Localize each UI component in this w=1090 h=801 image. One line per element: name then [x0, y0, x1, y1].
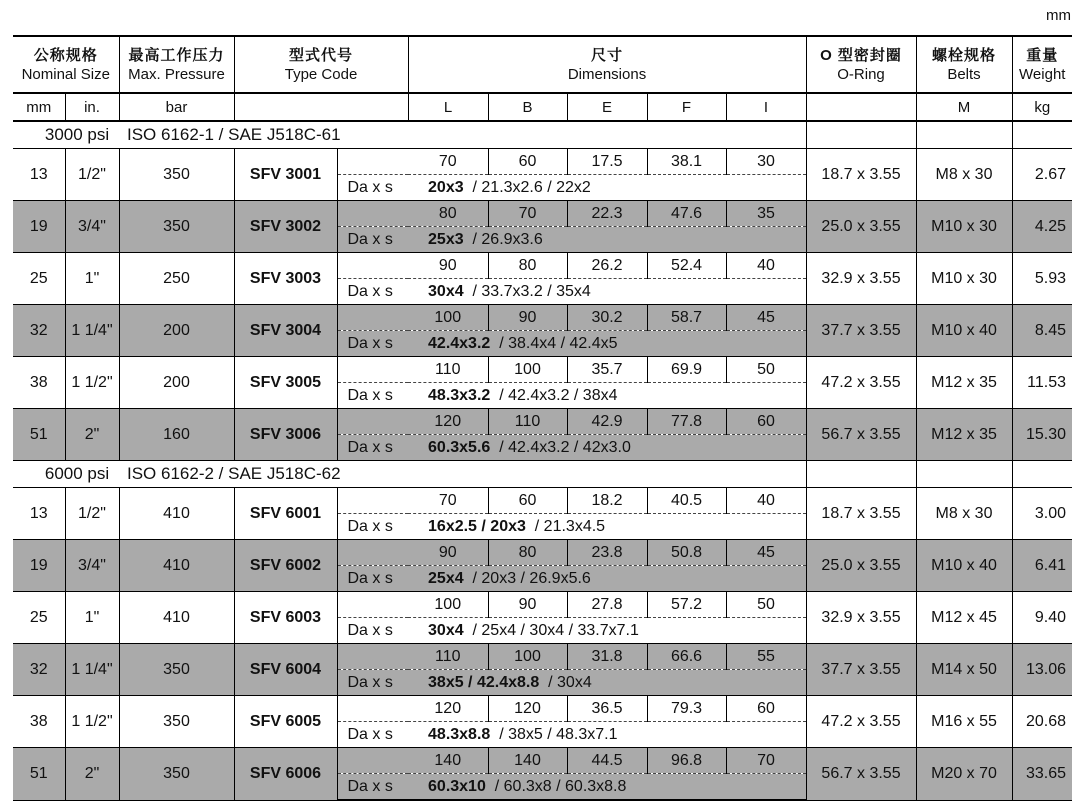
weight-value: 5.93	[1012, 253, 1072, 305]
da-spacer	[337, 357, 408, 383]
pipe-dims	[408, 722, 806, 748]
dim-B: 60	[488, 149, 567, 175]
unit-note: mm	[1046, 7, 1071, 24]
pipe-dims-alt: / 38x5 / 48.3x7.1	[499, 725, 618, 743]
dim-I: 40	[726, 488, 806, 514]
pipe-dims	[408, 514, 806, 540]
dim-E: 22.3	[567, 201, 647, 227]
max-pressure: 250	[119, 253, 234, 305]
unit-F: F	[647, 93, 726, 121]
dim-L: 100	[408, 305, 488, 331]
dim-E: 18.2	[567, 488, 647, 514]
table-row	[13, 305, 1072, 331]
section-blank-belt	[916, 461, 1012, 488]
dim-B: 80	[488, 540, 567, 566]
size-mm: 38	[13, 696, 65, 748]
dim-L: 80	[408, 201, 488, 227]
size-in: 1 1/2"	[65, 696, 119, 748]
type-code: SFV 6006	[234, 748, 337, 801]
max-pressure: 200	[119, 357, 234, 409]
pipe-dims-alt: / 20x3 / 26.9x5.6	[472, 569, 591, 587]
type-code: SFV 3004	[234, 305, 337, 357]
belt-size: M12 x 35	[916, 409, 1012, 461]
pipe-dims-alt: / 26.9x3.6	[472, 230, 543, 248]
dim-B: 120	[488, 696, 567, 722]
belts-header: 螺栓规格 Belts	[916, 36, 1012, 93]
type-code: SFV 3005	[234, 357, 337, 409]
dim-L: 70	[408, 488, 488, 514]
type-code: SFV 6002	[234, 540, 337, 592]
pipe-dims-primary: 48.3x8.8	[428, 725, 491, 743]
type-code: SFV 3003	[234, 253, 337, 305]
belt-size: M20 x 70	[916, 748, 1012, 801]
da-spacer	[337, 149, 408, 175]
unit-kg: kg	[1012, 93, 1072, 121]
dim-F: 38.1	[647, 149, 726, 175]
size-in: 3/4"	[65, 201, 119, 253]
dim-L: 100	[408, 592, 488, 618]
da-label: Da x s	[337, 618, 408, 644]
max-pressure: 350	[119, 201, 234, 253]
section-header-row	[13, 461, 1072, 488]
dim-F: 96.8	[647, 748, 726, 774]
oring-size: 25.0 x 3.55	[806, 201, 916, 253]
da-spacer	[337, 305, 408, 331]
size-mm: 13	[13, 149, 65, 201]
unit-B: B	[488, 93, 567, 121]
pipe-dims-primary: 48.3x3.2	[428, 386, 491, 404]
type-code: SFV 6004	[234, 644, 337, 696]
table-row	[13, 409, 1072, 435]
da-label: Da x s	[337, 227, 408, 253]
pipe-dims	[408, 175, 806, 201]
dim-F: 58.7	[647, 305, 726, 331]
pipe-dims	[408, 227, 806, 253]
belt-size: M10 x 40	[916, 540, 1012, 592]
size-mm: 51	[13, 409, 65, 461]
da-spacer	[337, 540, 408, 566]
dim-B: 60	[488, 488, 567, 514]
oring-size: 37.7 x 3.55	[806, 305, 916, 357]
weight-value: 15.30	[1012, 409, 1072, 461]
da-label: Da x s	[337, 722, 408, 748]
pipe-dims	[408, 566, 806, 592]
size-in: 1/2"	[65, 149, 119, 201]
type-code: SFV 3001	[234, 149, 337, 201]
size-mm: 51	[13, 748, 65, 801]
pipe-dims-primary: 42.4x3.2	[428, 334, 491, 352]
da-label: Da x s	[337, 331, 408, 357]
pipe-dims-alt: / 38.4x4 / 42.4x5	[499, 334, 618, 352]
max-pressure: 350	[119, 748, 234, 801]
pipe-dims-alt: / 25x4 / 30x4 / 33.7x7.1	[472, 621, 639, 639]
da-label: Da x s	[337, 774, 408, 801]
size-mm: 38	[13, 357, 65, 409]
oring-size: 47.2 x 3.55	[806, 357, 916, 409]
pipe-dims-primary: 60.3x10	[428, 777, 486, 795]
dim-I: 50	[726, 357, 806, 383]
max-pressure: 350	[119, 644, 234, 696]
dim-E: 17.5	[567, 149, 647, 175]
da-spacer	[337, 253, 408, 279]
dim-I: 50	[726, 592, 806, 618]
max-pressure: 200	[119, 305, 234, 357]
pipe-dims	[408, 774, 806, 801]
max-pressure: 410	[119, 540, 234, 592]
dim-I: 60	[726, 409, 806, 435]
pipe-dims	[408, 279, 806, 305]
pressure-header: 最高工作压力 Max. Pressure	[119, 36, 234, 93]
dim-F: 52.4	[647, 253, 726, 279]
size-mm: 19	[13, 540, 65, 592]
dim-L: 120	[408, 409, 488, 435]
dim-F: 77.8	[647, 409, 726, 435]
pipe-dims-alt: / 21.3x2.6 / 22x2	[472, 178, 591, 196]
table-row	[13, 253, 1072, 279]
table-row	[13, 488, 1072, 514]
size-mm: 25	[13, 253, 65, 305]
dim-B: 140	[488, 748, 567, 774]
pipe-dims-alt: / 60.3x8 / 60.3x8.8	[494, 777, 627, 795]
max-pressure: 410	[119, 592, 234, 644]
unit-row	[13, 93, 1072, 121]
section-blank-oring	[806, 121, 916, 149]
dim-F: 57.2	[647, 592, 726, 618]
pipe-dims	[408, 618, 806, 644]
pipe-dims-primary: 30x4	[428, 282, 464, 300]
da-label: Da x s	[337, 175, 408, 201]
da-spacer	[337, 409, 408, 435]
dim-B: 90	[488, 592, 567, 618]
oring-size: 56.7 x 3.55	[806, 409, 916, 461]
type-code: SFV 3002	[234, 201, 337, 253]
dim-B: 70	[488, 201, 567, 227]
pipe-dims-alt: / 42.4x3.2 / 42x3.0	[499, 438, 631, 456]
belt-size: M8 x 30	[916, 488, 1012, 540]
pipe-dims-primary: 38x5 / 42.4x8.8	[428, 673, 540, 691]
belt-size: M16 x 55	[916, 696, 1012, 748]
pipe-dims-primary: 16x2.5 / 20x3	[428, 517, 526, 535]
table-row	[13, 149, 1072, 175]
unit-L: L	[408, 93, 488, 121]
da-spacer	[337, 488, 408, 514]
size-mm: 25	[13, 592, 65, 644]
dim-B: 80	[488, 253, 567, 279]
weight-value: 13.06	[1012, 644, 1072, 696]
pipe-dims-primary: 30x4	[428, 621, 464, 639]
size-mm: 19	[13, 201, 65, 253]
dim-B: 110	[488, 409, 567, 435]
header-row	[13, 36, 1072, 93]
da-spacer	[337, 748, 408, 774]
oring-size: 18.7 x 3.55	[806, 488, 916, 540]
oring-size: 47.2 x 3.55	[806, 696, 916, 748]
da-label: Da x s	[337, 435, 408, 461]
dimensions-header: 尺寸 Dimensions	[408, 36, 806, 93]
dim-I: 30	[726, 149, 806, 175]
dim-B: 100	[488, 357, 567, 383]
dim-E: 42.9	[567, 409, 647, 435]
table-row	[13, 696, 1072, 722]
max-pressure: 350	[119, 149, 234, 201]
section-standard: ISO 6162-2 / SAE J518C-62	[127, 464, 341, 483]
max-pressure: 160	[119, 409, 234, 461]
da-label: Da x s	[337, 383, 408, 409]
section-blank-weight	[1012, 461, 1072, 488]
section-blank-weight	[1012, 121, 1072, 149]
belt-size: M14 x 50	[916, 644, 1012, 696]
table-row	[13, 644, 1072, 670]
dim-E: 23.8	[567, 540, 647, 566]
dim-F: 50.8	[647, 540, 726, 566]
weight-value: 2.67	[1012, 149, 1072, 201]
size-in: 1"	[65, 592, 119, 644]
dim-L: 120	[408, 696, 488, 722]
type-code-header: 型式代号 Type Code	[234, 36, 408, 93]
da-spacer	[337, 592, 408, 618]
dim-F: 79.3	[647, 696, 726, 722]
max-pressure: 410	[119, 488, 234, 540]
dim-I: 40	[726, 253, 806, 279]
oring-size: 18.7 x 3.55	[806, 149, 916, 201]
weight-value: 11.53	[1012, 357, 1072, 409]
pipe-dims-alt: / 42.4x3.2 / 38x4	[499, 386, 618, 404]
section-psi: 3000 psi	[44, 125, 110, 144]
size-in: 1 1/4"	[65, 305, 119, 357]
dim-F: 66.6	[647, 644, 726, 670]
weight-value: 6.41	[1012, 540, 1072, 592]
weight-value: 8.45	[1012, 305, 1072, 357]
size-mm: 13	[13, 488, 65, 540]
unit-bar: bar	[119, 93, 234, 121]
unit-in: in.	[65, 93, 119, 121]
dim-L: 90	[408, 540, 488, 566]
pipe-dims-alt: / 30x4	[548, 673, 592, 691]
dim-I: 60	[726, 696, 806, 722]
size-in: 3/4"	[65, 540, 119, 592]
dim-L: 110	[408, 357, 488, 383]
size-in: 1 1/4"	[65, 644, 119, 696]
unit-oring-blank	[806, 93, 916, 121]
dim-E: 31.8	[567, 644, 647, 670]
oring-size: 32.9 x 3.55	[806, 592, 916, 644]
dim-I: 45	[726, 305, 806, 331]
weight-value: 20.68	[1012, 696, 1072, 748]
size-in: 1/2"	[65, 488, 119, 540]
table-row	[13, 592, 1072, 618]
type-code: SFV 6005	[234, 696, 337, 748]
table-row	[13, 748, 1072, 774]
dim-E: 27.8	[567, 592, 647, 618]
section-blank-oring	[806, 461, 916, 488]
max-pressure: 350	[119, 696, 234, 748]
dim-L: 110	[408, 644, 488, 670]
belt-size: M12 x 45	[916, 592, 1012, 644]
da-spacer	[337, 201, 408, 227]
unit-I: I	[726, 93, 806, 121]
oring-size: 32.9 x 3.55	[806, 253, 916, 305]
pipe-dims	[408, 383, 806, 409]
dim-F: 40.5	[647, 488, 726, 514]
unit-mm: mm	[13, 93, 65, 121]
belt-size: M12 x 35	[916, 357, 1012, 409]
da-label: Da x s	[337, 514, 408, 540]
dim-B: 100	[488, 644, 567, 670]
dim-L: 140	[408, 748, 488, 774]
dim-E: 35.7	[567, 357, 647, 383]
pipe-dims-primary: 25x4	[428, 569, 464, 587]
dim-L: 70	[408, 149, 488, 175]
dim-I: 45	[726, 540, 806, 566]
dim-F: 69.9	[647, 357, 726, 383]
dim-E: 44.5	[567, 748, 647, 774]
belt-size: M10 x 30	[916, 253, 1012, 305]
type-code: SFV 6001	[234, 488, 337, 540]
size-mm: 32	[13, 305, 65, 357]
dim-I: 55	[726, 644, 806, 670]
pipe-dims-alt: / 21.3x4.5	[534, 517, 606, 535]
section-blank-belt	[916, 121, 1012, 149]
flange-spec-table	[13, 35, 1072, 801]
unit-E: E	[567, 93, 647, 121]
pipe-dims-primary: 60.3x5.6	[428, 438, 491, 456]
section-header-row	[13, 121, 1072, 149]
size-in: 1"	[65, 253, 119, 305]
dim-I: 70	[726, 748, 806, 774]
size-in: 2"	[65, 748, 119, 801]
unit-type-blank	[234, 93, 408, 121]
dim-E: 26.2	[567, 253, 647, 279]
da-spacer	[337, 644, 408, 670]
weight-value: 9.40	[1012, 592, 1072, 644]
nominal-size-header: 公称规格 Nominal Size	[13, 36, 119, 93]
weight-value: 3.00	[1012, 488, 1072, 540]
da-label: Da x s	[337, 670, 408, 696]
section-standard: ISO 6162-1 / SAE J518C-61	[127, 125, 341, 144]
belt-size: M10 x 30	[916, 201, 1012, 253]
table-row	[13, 540, 1072, 566]
da-label: Da x s	[337, 566, 408, 592]
type-code: SFV 3006	[234, 409, 337, 461]
oring-size: 25.0 x 3.55	[806, 540, 916, 592]
dim-F: 47.6	[647, 201, 726, 227]
da-spacer	[337, 696, 408, 722]
weight-value: 4.25	[1012, 201, 1072, 253]
table-row	[13, 357, 1072, 383]
weight-header: 重量 Weight	[1012, 36, 1072, 93]
dim-I: 35	[726, 201, 806, 227]
pipe-dims-primary: 25x3	[428, 230, 464, 248]
pipe-dims	[408, 435, 806, 461]
table-row	[13, 201, 1072, 227]
unit-M: M	[916, 93, 1012, 121]
pipe-dims	[408, 331, 806, 357]
da-label: Da x s	[337, 279, 408, 305]
oring-size: 56.7 x 3.55	[806, 748, 916, 801]
type-code: SFV 6003	[234, 592, 337, 644]
pipe-dims-primary: 20x3	[428, 178, 464, 196]
size-in: 1 1/2"	[65, 357, 119, 409]
section-psi: 6000 psi	[44, 464, 110, 483]
dim-B: 90	[488, 305, 567, 331]
dim-E: 36.5	[567, 696, 647, 722]
size-mm: 32	[13, 644, 65, 696]
dim-E: 30.2	[567, 305, 647, 331]
pipe-dims	[408, 670, 806, 696]
oring-size: 37.7 x 3.55	[806, 644, 916, 696]
weight-value: 33.65	[1012, 748, 1072, 801]
belt-size: M8 x 30	[916, 149, 1012, 201]
size-in: 2"	[65, 409, 119, 461]
oring-header: O 型密封圈 O-Ring	[806, 36, 916, 93]
pipe-dims-alt: / 33.7x3.2 / 35x4	[472, 282, 591, 300]
dim-L: 90	[408, 253, 488, 279]
belt-size: M10 x 40	[916, 305, 1012, 357]
